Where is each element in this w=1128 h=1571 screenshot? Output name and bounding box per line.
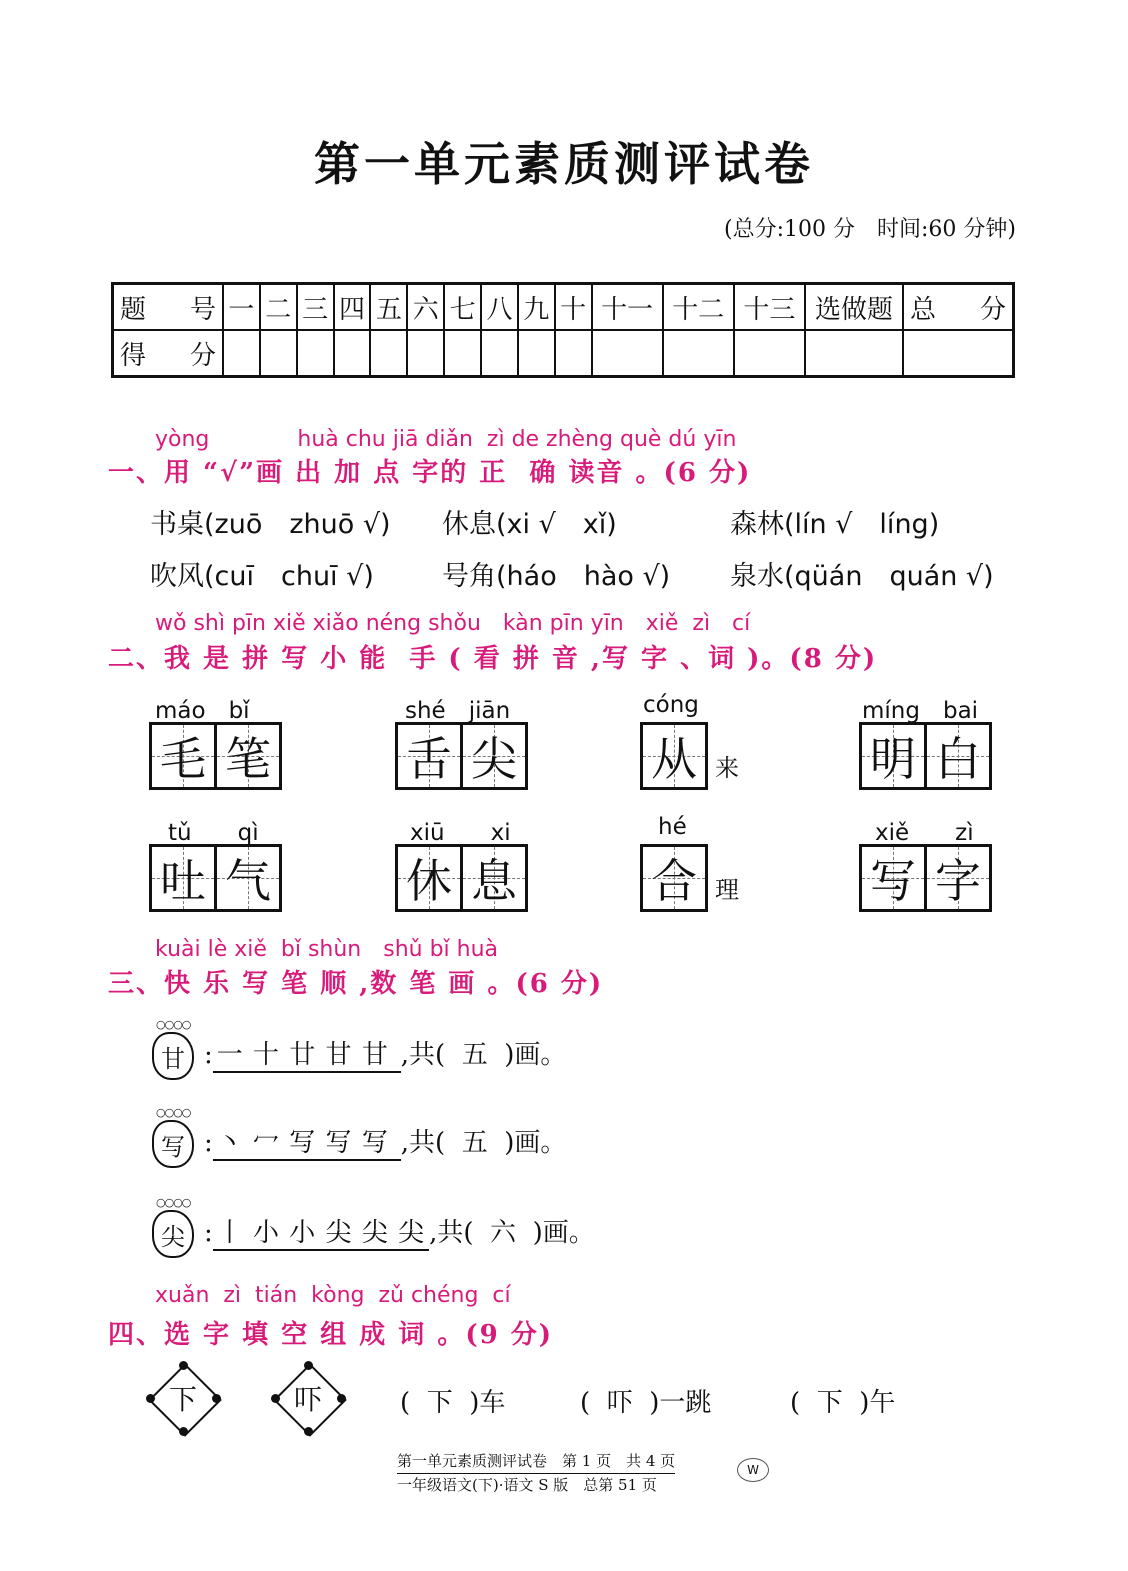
score-cell[interactable]: [592, 330, 663, 377]
score-value-row: [113, 330, 1014, 377]
q4-heading: 四、选 字 填 空 组 成 词 。(9 分): [108, 1320, 554, 1350]
grid-char: 毛: [160, 732, 206, 786]
grid-pinyin: hé: [658, 814, 687, 840]
header-cell: 四: [334, 284, 371, 331]
score-cell[interactable]: [297, 330, 334, 377]
grid-suffix: 理: [715, 876, 739, 904]
tian-grid: [640, 722, 708, 790]
grid-char: 白: [935, 732, 981, 786]
header-cell: 十: [555, 284, 592, 331]
grid-char: 舌: [406, 732, 452, 786]
q1-item: 休息(xi √ xǐ): [442, 509, 617, 540]
grid-pinyin: shé jiān: [405, 698, 511, 724]
grid-char: 写: [870, 854, 916, 908]
header-cell: 十一: [592, 284, 663, 331]
score-table: [111, 282, 1015, 378]
tian-grid: [149, 844, 282, 912]
logo-icon: W: [737, 1458, 769, 1482]
score-cell[interactable]: [407, 330, 444, 377]
header-cell: 八: [481, 284, 518, 331]
blank-answer: 下: [426, 1388, 453, 1418]
blank-answer: 下: [816, 1388, 843, 1418]
tian-grid: [640, 844, 708, 912]
grid-pinyin: cóng: [643, 692, 699, 718]
tian-grid: [395, 722, 528, 790]
stroke-line: : 丨 小 小 尖 尖 尖 ,共( 六 )画。: [204, 1212, 595, 1251]
blank-answer: 吓: [606, 1388, 633, 1418]
grid-char: 笔: [225, 732, 271, 786]
stroke-order: 丶 冖 写 写 写: [213, 1122, 401, 1161]
score-cell[interactable]: [370, 330, 407, 377]
stroke-line: : 丶 冖 写 写 写 ,共( 五 )画。: [204, 1122, 566, 1161]
stroke-order: 丨 小 小 尖 尖 尖: [213, 1212, 429, 1251]
grid-char: 明: [870, 732, 916, 786]
grid-pinyin: xiě zì: [875, 820, 974, 846]
grid-char: 尖: [471, 732, 517, 786]
foot-char: 甘: [152, 1032, 194, 1080]
q2-heading: 二、我 是 拼 写 小 能 手 ( 看 拼 音 ,写 字 、词 )。(8 分): [108, 644, 878, 674]
score-note: (总分:100 分 时间:60 分钟): [724, 217, 1016, 242]
stroke-line: : 一 十 廿 甘 甘 ,共( 五 )画。: [204, 1034, 566, 1073]
grid-pinyin: xiū xi: [410, 820, 511, 846]
score-header-row: [113, 284, 1014, 331]
grid-char: 休: [406, 854, 452, 908]
option-char: 下: [168, 1383, 197, 1416]
row-label: 得分: [113, 330, 224, 377]
total-label: 总分: [903, 284, 1014, 331]
grid-char: 合: [651, 854, 697, 908]
option-char: 吓: [293, 1383, 322, 1416]
foot-icon: ○○○○ 写: [152, 1106, 194, 1156]
fill-blank: ( 下 )午: [790, 1388, 896, 1418]
score-cell[interactable]: [663, 330, 734, 377]
header-cell: 十二: [663, 284, 734, 331]
q1-item: 号角(háo hào √): [442, 561, 671, 592]
score-cell[interactable]: [223, 330, 260, 377]
grid-char: 从: [651, 732, 697, 786]
tian-grid: [859, 722, 992, 790]
tian-grid: [395, 844, 528, 912]
q4-pinyin: xuǎn zì tián kòng zǔ chéng cí: [155, 1283, 511, 1308]
grid-pinyin: tǔ qì: [168, 820, 259, 846]
grid-char: 字: [935, 854, 981, 908]
q3-pinyin: kuài lè xiě bǐ shùn shǔ bǐ huà: [155, 937, 499, 962]
header-cell: 一: [223, 284, 260, 331]
q1-item: 森林(lín √ líng): [730, 509, 940, 540]
header-cell: 六: [407, 284, 444, 331]
header-cell: 九: [518, 284, 555, 331]
tian-grid: [859, 844, 992, 912]
header-cell: 十三: [734, 284, 805, 331]
header-cell: 五: [370, 284, 407, 331]
header-cell: 三: [297, 284, 334, 331]
page-title: 第一单元素质测评试卷: [314, 137, 814, 191]
tian-grid: [149, 722, 282, 790]
stroke-count: 六: [490, 1218, 517, 1248]
q3-heading: 三、快 乐 写 笔 顺 ,数 笔 画 。(6 分): [108, 969, 604, 999]
footer-line1: 第一单元素质测评试卷 第 1 页 共 4 页: [397, 1450, 675, 1474]
header-cell: 七: [444, 284, 481, 331]
header-cell: 二: [260, 284, 297, 331]
q1-item: 吹风(cuī chuī √): [150, 561, 374, 592]
foot-icon: ○○○○ 尖: [152, 1196, 194, 1246]
grid-pinyin: máo bǐ: [155, 698, 250, 724]
grid-char: 息: [471, 854, 517, 908]
footer-line2: 一年级语文(下)·语文 S 版 总第 51 页: [397, 1476, 657, 1494]
score-cell[interactable]: [260, 330, 297, 377]
score-cell[interactable]: [805, 330, 903, 377]
score-cell[interactable]: [334, 330, 371, 377]
foot-char: 尖: [152, 1210, 194, 1258]
stroke-order: 一 十 廿 甘 甘: [213, 1034, 401, 1073]
q2-pinyin: wǒ shì pīn xiě xiǎo néng shǒu kàn pīn yīn xiě zì cí: [155, 611, 751, 636]
score-cell[interactable]: [518, 330, 555, 377]
q1-pinyin: yòng huà chu jiā diǎn zì de zhèng què dú yīn: [155, 427, 737, 452]
row-label: 题号: [113, 284, 224, 331]
foot-icon: ○○○○ 甘: [152, 1018, 194, 1068]
stroke-count: 五: [461, 1040, 488, 1070]
q1-heading: 一、用 “√”画 出 加 点 字的 正 确 读音 。(6 分): [108, 458, 752, 488]
score-cell[interactable]: [555, 330, 592, 377]
grid-char: 气: [225, 854, 271, 908]
score-cell[interactable]: [481, 330, 518, 377]
stroke-count: 五: [461, 1128, 488, 1158]
score-cell[interactable]: [734, 330, 805, 377]
score-cell[interactable]: [903, 330, 1014, 377]
header-cell: 选做题: [805, 284, 903, 331]
q1-item: 书桌(zuō zhuō √): [150, 509, 391, 540]
fill-blank: ( 下 )车: [400, 1388, 506, 1418]
grid-char: 吐: [160, 854, 206, 908]
q1-item: 泉水(qüán quán √): [730, 561, 994, 592]
grid-pinyin: míng bai: [862, 698, 979, 724]
score-cell[interactable]: [444, 330, 481, 377]
fill-blank: ( 吓 )一跳: [580, 1388, 712, 1418]
foot-char: 写: [152, 1120, 194, 1168]
grid-suffix: 来: [715, 754, 739, 782]
